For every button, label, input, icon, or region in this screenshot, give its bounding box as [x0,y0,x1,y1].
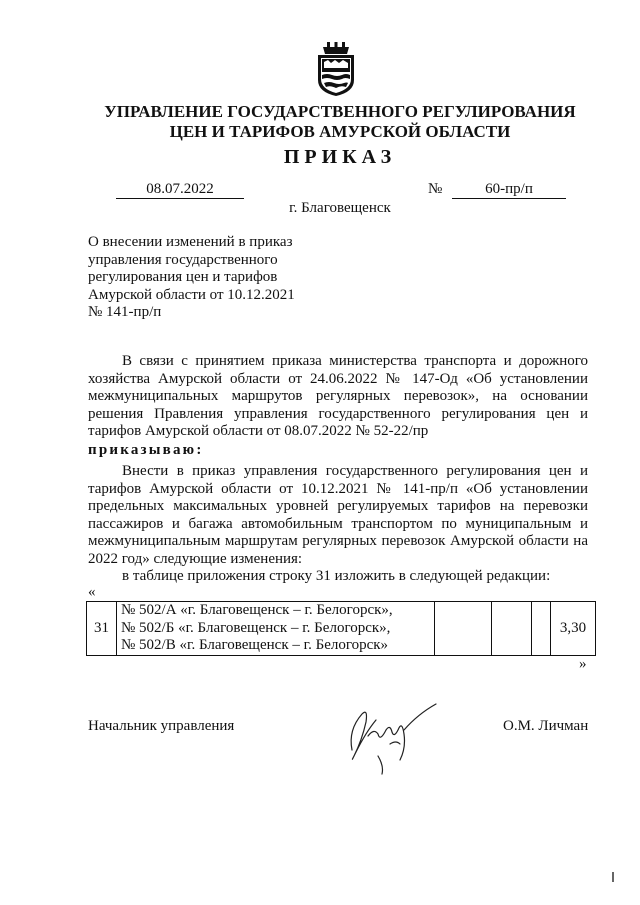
subject-line: № 141-пр/п [88,304,162,320]
document-type-title: ПРИКАЗ [283,146,397,168]
subject-line: управления государственного [88,251,278,268]
amendment-item: в таблице приложения строку 31 изложить в следующей редакции: [122,568,551,584]
open-quote: « [88,584,96,600]
route-line: № 502/В «г. Благовещенск – г. Белогорск» [121,637,389,653]
main-paragraph: Внести в приказ управления государственного регулирования цен и тарифов Амурской области от 10.12.2021 № 141-пр/п «Об установлении предельных максимальных уровней регулируемых тарифов на перевозки пассажиров и багажа автомобильным транспортом по муниципальным и межмуниципальным маршрутам регулярных перевозок Амурской области на 2022 год» следующие изменения: [88,463,588,567]
tariff-table [86,601,596,656]
preamble-paragraph: В связи с принятием приказа министерства транспорта и дорожного хозяйства Амурской области от 24.06.2022 № 147-Од «Об установлении межмуниципальных маршрутов регулярных перевозок», на основании решения Правления управления государственного регулирования цен и тарифов Амурской области от 08.07.2022 № 52-22/пр [88,353,588,440]
subject-line: Амурской области от 10.12.2021 [88,286,295,303]
city: г. Благовещенск [289,200,391,216]
order-directive-word: приказываю: [88,442,204,458]
organization-name-line1: УПРАВЛЕНИЕ ГОСУДАРСТВЕННОГО РЕГУЛИРОВАНИЯ [104,102,576,121]
order-date: 08.07.2022 [116,180,244,199]
empty-cell [492,602,532,656]
route-line: № 502/Б «г. Благовещенск – г. Белогорск», [121,619,391,636]
route-line: № 502/А «г. Благовещенск – г. Белогорск», [121,602,393,618]
signatory-position: Начальник управления [88,718,235,734]
scan-edge-mark [612,872,614,882]
routes-cell [117,602,435,656]
order-subject [88,234,318,322]
row-number-cell: 31 [87,602,117,656]
signatory-name: О.М. Личман [503,718,589,734]
subject-line: регулирования цен и тарифов [88,269,278,285]
close-quote: » [579,656,587,672]
table-row [87,602,596,656]
organization-name-line2: ЦЕН И ТАРИФОВ АМУРСКОЙ ОБЛАСТИ [169,122,511,141]
empty-cell [532,602,551,656]
order-number: 60-пр/п [452,180,566,199]
subject-line: О внесении изменений в приказ [88,234,293,250]
empty-cell [435,602,492,656]
tariff-cell: 3,30 [551,602,596,656]
amur-region-coat-of-arms-icon [315,42,357,96]
number-sign: № [428,181,443,197]
handwritten-signature [338,700,442,776]
